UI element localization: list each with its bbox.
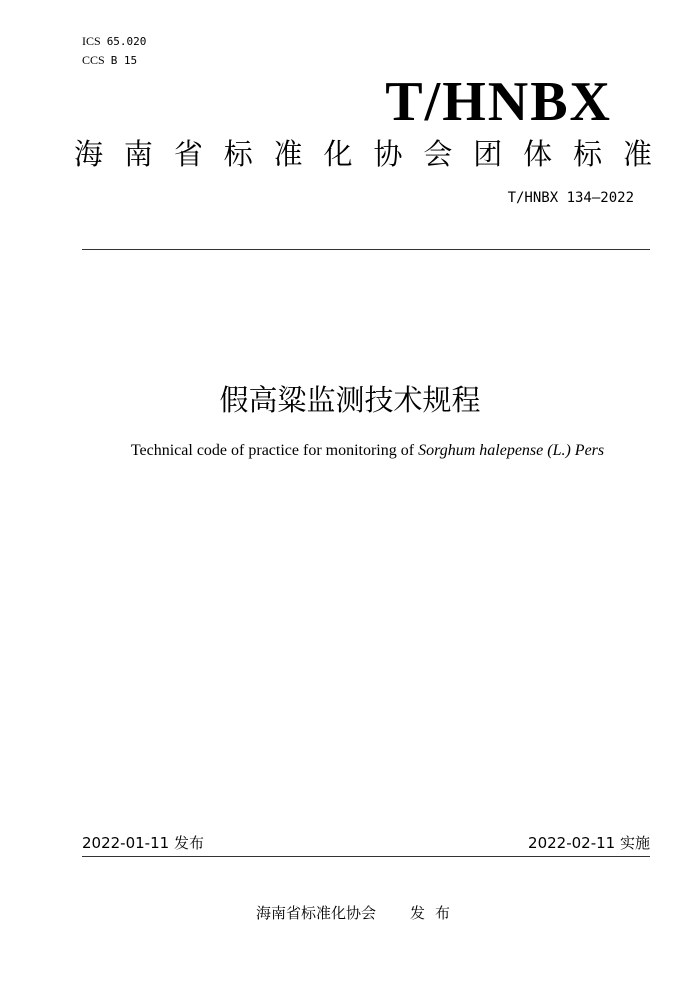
standard-logo: T/HNBX xyxy=(385,71,612,133)
org-title-char: 会 xyxy=(423,137,453,171)
org-title-char: 南 xyxy=(123,137,153,171)
ccs-code xyxy=(82,53,137,68)
implementation-date: 2022-02-11 实施 xyxy=(528,834,650,852)
document-title-cn: 假高粱监测技术规程 xyxy=(219,383,481,417)
publish-label: 发布 xyxy=(410,904,461,922)
org-title-char: 体 xyxy=(523,137,553,171)
ics-label: ICS xyxy=(82,34,101,48)
org-title-char: 标 xyxy=(573,137,603,171)
publisher-line xyxy=(256,903,460,923)
header-divider xyxy=(82,249,650,250)
footer-divider xyxy=(82,856,650,857)
document-title-en xyxy=(0,440,700,462)
org-title-char: 准 xyxy=(273,137,303,171)
title-en-species: Sorghum halepense (L.) Pers xyxy=(418,442,605,459)
org-title-char: 省 xyxy=(173,137,203,171)
issue-date: 2022-01-11 发布 xyxy=(82,834,204,852)
standard-number: T/HNBX 134—2022 xyxy=(507,190,634,206)
ccs-label: CCS xyxy=(82,53,105,67)
org-title-char: 团 xyxy=(473,137,503,171)
ccs-value: B 15 xyxy=(110,54,138,67)
org-title-char: 协 xyxy=(373,137,403,171)
org-title-char: 标 xyxy=(223,137,253,171)
title-en-prefix: Technical code of practice for monitoring of xyxy=(130,442,419,459)
ics-value: 65.020 xyxy=(106,35,147,48)
org-title-char: 海 xyxy=(74,137,104,171)
publisher-name: 海南省标准化协会 xyxy=(256,904,377,922)
org-title-char: 化 xyxy=(323,137,353,171)
ics-code xyxy=(82,34,146,49)
org-title-char: 准 xyxy=(622,137,652,171)
org-standard-title xyxy=(74,137,652,171)
